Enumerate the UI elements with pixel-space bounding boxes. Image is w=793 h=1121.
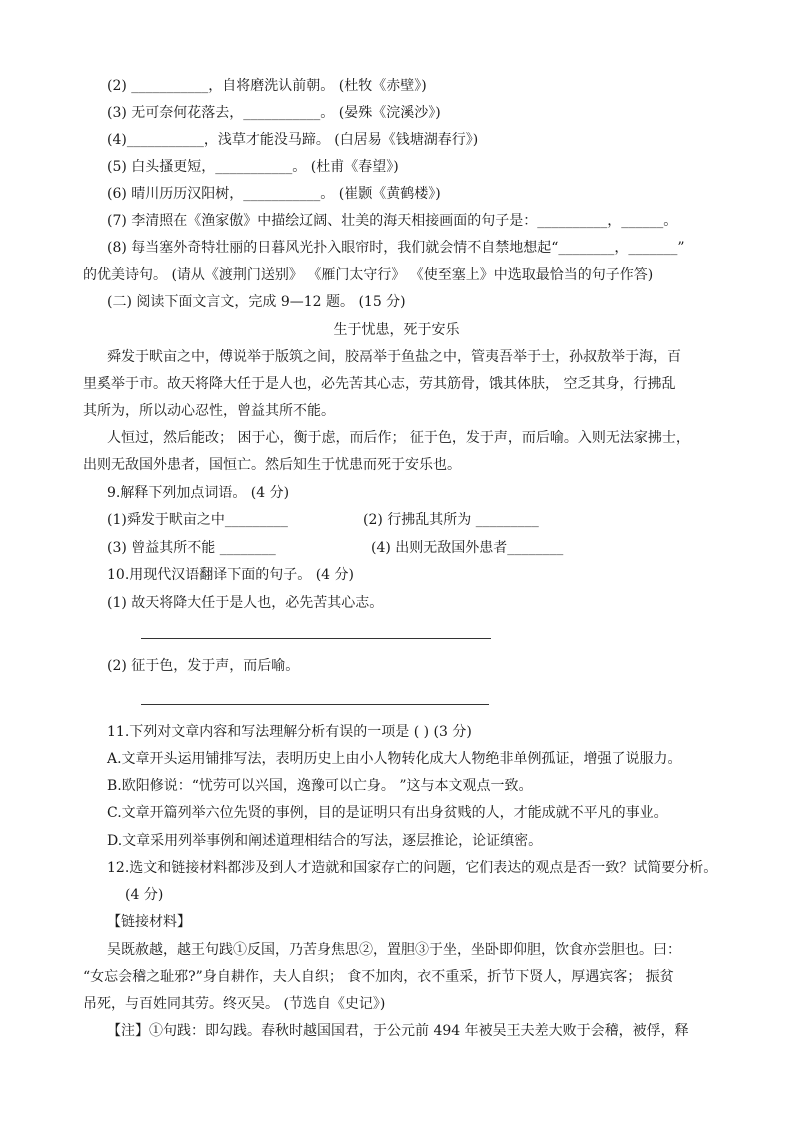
poem-fill-5: (5) 白头搔更短，___________。 (杜甫《春望》): [107, 159, 399, 175]
link-material-line: 吊死，与百姓同其劳。终灭吴。 (节选自《史记》): [83, 996, 386, 1012]
poem-fill-2: (2) ___________，自将磨洗认前朝。 (杜牧《赤壁》): [107, 78, 427, 94]
q9-item-4: (4) 出则无敌国外患者________: [371, 540, 564, 556]
section-heading: (二) 阅读下面文言文，完成 9—12 题。 (15 分): [107, 294, 406, 310]
q11-option-b: B.欧阳修说：“忧劳可以兴国，逸豫可以亡身。 ”这与本文观点一致。: [107, 778, 533, 794]
answer-line: [141, 638, 491, 639]
passage-line: 舜发于畎亩之中，傅说举于版筑之间，胶鬲举于鱼盐之中，管夷吾举于士，孙叔敖举于海，百: [107, 349, 681, 365]
q11-option-c: C.文章开篇列举六位先贤的事例，目的是证明只有出身贫贱的人，才能成就不平凡的事业。: [107, 805, 668, 821]
link-material-heading: 【链接材料】: [107, 914, 191, 930]
q9-item-3: (3) 曾益其所不能 ________: [107, 540, 276, 556]
question-11: 11.下列对文章内容和写法理解分析有误的一项是 ( ) (3 分): [107, 724, 472, 740]
question-12: 12.选文和链接材料都涉及到人才造就和国家存亡的问题，它们表达的观点是否一致？试简要分析。: [107, 860, 718, 876]
poem-fill-3: (3) 无可奈何花落去，___________。 (晏殊《浣溪沙》): [107, 105, 441, 121]
q10-item-1: (1) 故天将降大任于是人也，必先苦其心志。: [107, 595, 384, 611]
q9-item-2: (2) 行拂乱其所为 _________: [363, 512, 539, 528]
q11-option-a: A.文章开头运用铺排写法，表明历史上由小人物转化成大人物绝非单例孤证，增强了说服力。: [107, 751, 682, 767]
question-9: 9.解释下列加点词语。 (4 分): [107, 485, 290, 501]
poem-fill-8-cont: 的优美诗句。 (请从《渡荆门送别》 《雁门太守行》 《使至塞上》中选取最恰当的句子作答): [83, 267, 654, 283]
q9-item-1: (1)舜发于畎亩之中_________: [107, 512, 288, 528]
passage-line: 里奚举于市。故天将降大任于是人也，必先苦其心志，劳其筋骨，饿其体肤， 空乏其身，行拂乱: [83, 376, 676, 392]
passage-title: 生于忧患，死于安乐: [333, 322, 460, 338]
poem-fill-6: (6) 晴川历历汉阳树，___________。 (崔颢《黄鹤楼》): [107, 186, 441, 202]
passage-line: 出则无敌国外患者，国恒亡。然后知生于忧患而死于安乐也。: [83, 457, 461, 473]
passage-line: 人恒过，然后能改； 困于心，衡于虑，而后作； 征于色，发于声，而后喻。入则无法家拂士，: [107, 430, 690, 446]
poem-fill-7: (7) 李清照在《渔家傲》中描绘辽阔、壮美的海天相接画面的句子是：__________，______。: [107, 213, 678, 229]
question-12-points: (4 分): [125, 887, 164, 903]
answer-line: [141, 704, 489, 705]
link-material-line: 吴既赦越，越王句践①反国，乃苦身焦思②，置胆③于坐，坐卧即仰胆，饮食亦尝胆也。曰：: [107, 942, 681, 958]
poem-fill-8: (8) 每当塞外奇特壮丽的日暮风光扑入眼帘时，我们就会情不自禁地想起“________，_______”: [107, 240, 685, 256]
passage-line: 其所为，所以动心忍性，曾益其所不能。: [83, 403, 335, 419]
annotation-note: 【注】①句践：即勾践。春秋时越国国君，于公元前 494 年被吴王夫差大败于会稽，被俘，释: [107, 1023, 689, 1039]
question-10: 10.用现代汉语翻译下面的句子。 (4 分): [107, 567, 354, 583]
q11-option-d: D.文章采用列举事例和阐述道理相结合的写法，逐层推论，论证缜密。: [107, 833, 543, 849]
link-material-line: “女忘会稽之耻邪?”身自耕作，夫人自织； 食不加肉，衣不重采，折节下贤人，厚遇宾客； 振贫: [83, 969, 674, 985]
q10-item-2: (2) 征于色，发于声，而后喻。: [107, 658, 300, 674]
poem-fill-4: (4)___________，浅草才能没马蹄。 (白居易《钱塘湖春行》): [107, 132, 479, 148]
